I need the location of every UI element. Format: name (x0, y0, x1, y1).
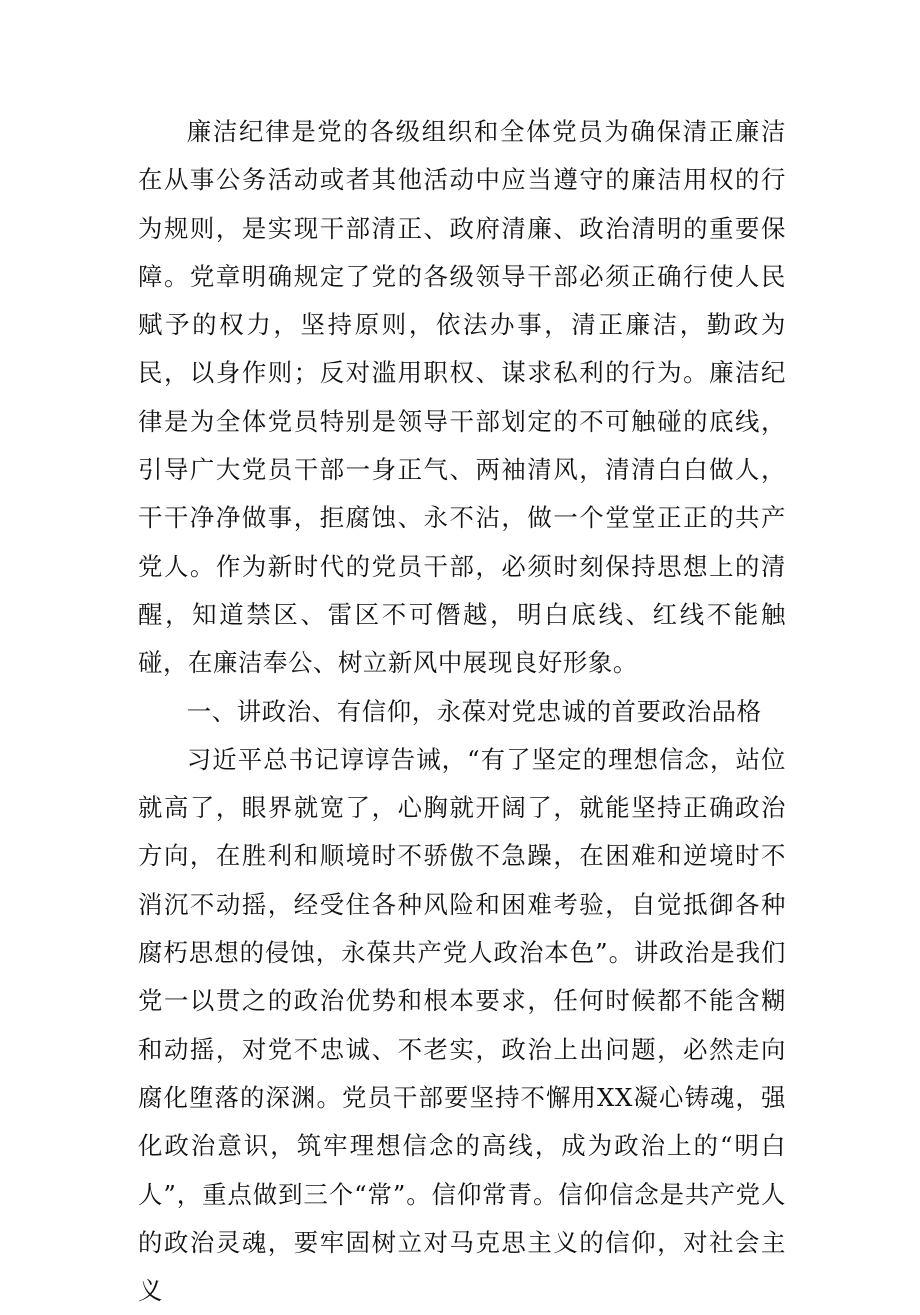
section-heading: 一、讲政治、有信仰，永葆对党忠诚的首要政治品格 (186, 696, 762, 726)
document-body (138, 108, 786, 1315)
paragraph-section-one: 习近平总书记谆谆告诫，“有了坚定的理想信念，站位就高了，眼界就宽了，心胸就开阔了，就能坚持正确政治方向，在胜利和顺境时不骄傲不急躁，在困难和逆境时不消沉不动摇，经受住各种风险和困难考验，自觉抵御各种腐朽思想的侵蚀，永葆共产党人政治本色”。讲政治是我们党一以贯之的政治优势和根本要求，任何时候都不能含糊和动摇，对党不忠诚、不老实，政治上出问题，必然走向腐化堕落的深渊。党员干部要坚持不懈用XX凝心铸魂，强化政治意识，筑牢理想信念的高线，成为政治上的“明白人”，重点做到三个“常”。信仰常青。信仰信念是共产党人的政治灵魂，要牢固树立对马克思主义的信仰，对社会主义 (138, 744, 786, 1306)
paragraph-intro: 廉洁纪律是党的各级组织和全体党员为确保清正廉洁在从事公务活动或者其他活动中应当遵守的廉洁用权的行为规则，是实现干部清正、政府清廉、政治清明的重要保障。党章明确规定了党的各级领导干部必须正确行使人民赋予的权力，坚持原则，依法办事，清正廉洁，勤政为民，以身作则；反对滥用职权、谋求私利的行为。廉洁纪律是为全体党员特别是领导干部划定的不可触碰的底线，引导广大党员干部一身正气、两袖清风，清清白白做人，干干净净做事，拒腐蚀、永不沾，做一个堂堂正正的共产党人。作为新时代的党员干部，必须时刻保持思想上的清醒，知道禁区、雷区不可僭越，明白底线、红线不能触碰，在廉洁奉公、树立新风中展现良好形象。 (138, 117, 786, 678)
